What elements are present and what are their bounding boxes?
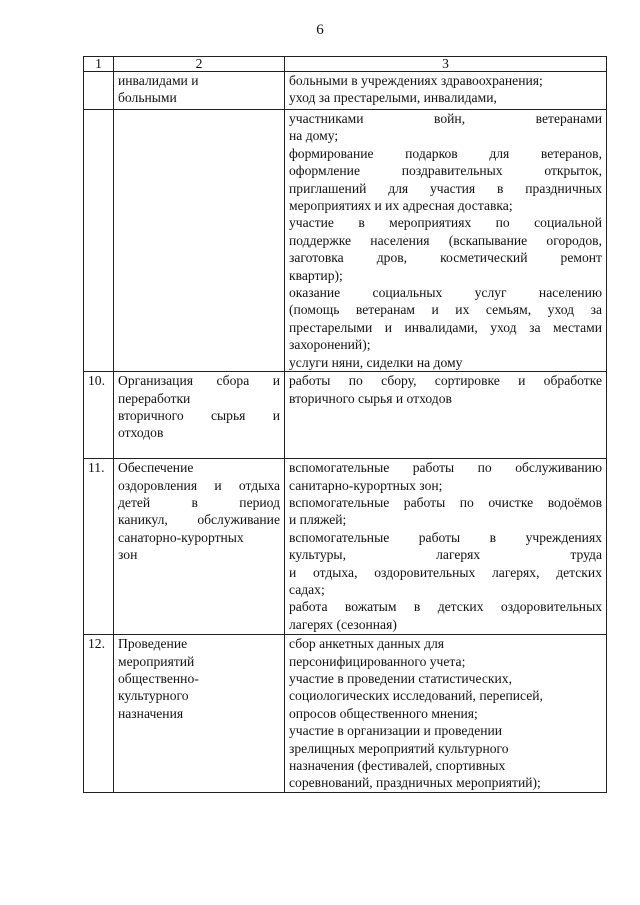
activity-name-line: назначения (118, 705, 184, 721)
activity-name-line: инвалидами и (118, 73, 199, 88)
work-type-line: опросов общественного мнения; (289, 705, 478, 721)
row-number: 11. (84, 459, 114, 635)
activity-name-line: Проведение (118, 636, 188, 652)
work-type-line: назначения (фестивалей, спортивных (289, 757, 506, 773)
work-type-line: услуги няни, сиделки на дому (289, 354, 463, 370)
work-type-line: вспомогательные работы по очистке водоёмов (289, 494, 602, 510)
table-row (84, 635, 607, 793)
activity-name (114, 72, 285, 110)
work-type-line: захоронений); (289, 337, 371, 353)
activity-name-line: переработки (118, 390, 191, 406)
work-type-line: участие в организации и проведении (289, 723, 503, 739)
work-type-line: больными в учреждениях здравоохранения; (289, 73, 543, 88)
row-number: 10. (84, 372, 114, 459)
header-col-1: 1 (84, 57, 114, 72)
row-number: 12. (84, 635, 114, 793)
work-type-line: вторичного сырья и отходов (289, 390, 452, 406)
work-type-line: квартир); (289, 267, 343, 283)
work-types (285, 459, 607, 635)
work-type-line: сбор анкетных данных для (289, 636, 445, 652)
work-type-line: (помощь ветеранам и их семьям, уход за (289, 302, 602, 318)
work-type-line: работы по сбору, сортировке и обработке (289, 373, 602, 389)
activity-name-line: Обеспечение (118, 460, 194, 476)
work-type-line: вспомогательные работы в учреждениях (289, 529, 602, 545)
work-types (285, 110, 607, 372)
work-type-line: уход за престарелыми, инвалидами, (289, 90, 497, 106)
activity-name (114, 459, 285, 635)
work-type-line: участие в мероприятиях по социальной (289, 215, 602, 231)
work-type-line: социологических исследований, переписей, (289, 688, 543, 704)
work-type-line: оформление поздравительных открыток, (289, 163, 602, 179)
activity-name-line: оздоровления и отдыха (118, 477, 280, 493)
work-type-line: заготовка дров, косметический ремонт (289, 250, 602, 266)
work-type-line: участие в проведении статистических, (289, 670, 513, 686)
work-type-line: на дому; (289, 128, 339, 144)
page-number: 6 (316, 22, 324, 38)
activity-name-line: культурного (118, 688, 189, 704)
activity-name (114, 110, 285, 372)
activity-name (114, 372, 285, 459)
work-type-line: культуры, лагерях труда (289, 547, 602, 563)
activity-name-line: санаторно-курортных (118, 529, 244, 545)
work-types (285, 72, 607, 110)
activity-name (114, 635, 285, 793)
activity-name-line: детей в период (118, 494, 280, 510)
table-row (84, 72, 607, 110)
header-col-2: 2 (114, 57, 285, 72)
activity-name-line: Организация сбора и (118, 373, 280, 389)
activity-name-line: отходов (118, 425, 164, 441)
work-type-line: персонифицированного учета; (289, 653, 466, 669)
work-type-line: приглашений для участия в праздничных (289, 180, 602, 196)
activity-name-line: больными (118, 90, 177, 106)
work-type-line: вспомогательные работы по обслуживанию (289, 460, 602, 476)
header-col-3: 3 (285, 57, 607, 72)
work-type-line: мероприятиях и их адресная доставка; (289, 198, 513, 214)
activity-name-line: каникул, обслуживание (118, 512, 280, 528)
activity-name-line: вторичного сырья и (118, 407, 280, 423)
work-type-line: и пляжей; (289, 512, 347, 528)
work-type-line: престарелыми и инвалидами, уход за местами (289, 319, 602, 335)
work-type-line: соревнований, праздничных мероприятий); (289, 775, 541, 791)
table-row (84, 110, 607, 372)
work-type-line: поддержке населения (вскапывание огородов, (289, 232, 602, 248)
row-number (84, 72, 114, 110)
table-header-row (84, 57, 607, 72)
work-type-line: работа вожатым в детских оздоровительных (289, 599, 602, 615)
activities-table (83, 56, 607, 793)
table-row (84, 372, 607, 459)
table-row (84, 459, 607, 635)
work-type-line: лагерях (сезонная) (289, 616, 397, 632)
work-types (285, 635, 607, 793)
activity-name-line: общественно- (118, 670, 199, 686)
work-type-line: участниками войн, ветеранами (289, 111, 602, 126)
work-type-line: санитарно-курортных зон; (289, 477, 443, 493)
activity-name-line: зон (118, 547, 138, 563)
work-type-line: зрелищных мероприятий культурного (289, 740, 509, 756)
work-type-line: и отдыха, оздоровительных лагерях, детских (289, 564, 602, 580)
work-type-line: формирование подарков для ветеранов, (289, 145, 602, 161)
work-types (285, 372, 607, 459)
activity-name-line: мероприятий (118, 653, 195, 669)
work-type-line: оказание социальных услуг населению (289, 285, 602, 301)
work-type-line: садах; (289, 581, 325, 597)
row-number (84, 110, 114, 372)
